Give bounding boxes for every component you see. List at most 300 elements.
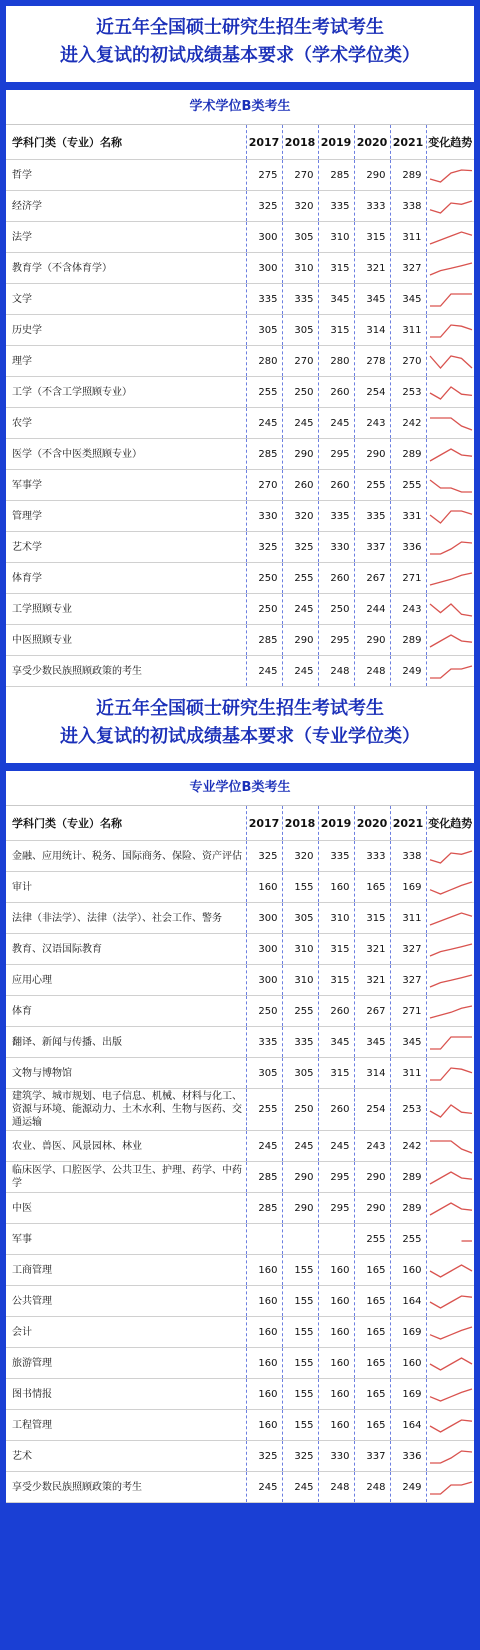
row-name: 文物与博物馆 [6, 1058, 246, 1089]
table-row [6, 160, 474, 191]
table-row [6, 996, 474, 1027]
table-row [6, 563, 474, 594]
score-cell: 289 [390, 625, 426, 656]
table-row [6, 284, 474, 315]
trend-cell [426, 408, 474, 439]
table-row [6, 1027, 474, 1058]
trend-line [430, 1068, 472, 1080]
score-cell: 245 [318, 408, 354, 439]
row-name: 哲学 [6, 160, 246, 191]
row-name: 文学 [6, 284, 246, 315]
score-cell: 289 [390, 160, 426, 191]
score-cell: 315 [318, 315, 354, 346]
header-trend: 变化趋势 [426, 125, 474, 160]
score-cell: 160 [318, 1348, 354, 1379]
score-cell: 160 [246, 1348, 282, 1379]
score-cell: 160 [246, 1255, 282, 1286]
score-cell: 165 [354, 872, 390, 903]
trend-sparkline [427, 908, 475, 928]
score-cell: 335 [246, 1027, 282, 1058]
score-cell: 245 [246, 1131, 282, 1162]
score-cell: 169 [390, 1317, 426, 1348]
trend-cell [426, 1410, 474, 1441]
trend-sparkline [427, 444, 475, 464]
score-cell: 315 [318, 253, 354, 284]
trend-cell [426, 315, 474, 346]
trend-sparkline [427, 1291, 475, 1311]
trend-sparkline [427, 970, 475, 990]
score-cell: 160 [246, 1379, 282, 1410]
row-name: 农学 [6, 408, 246, 439]
score-cell: 243 [354, 1131, 390, 1162]
academic-title-line-1: 近五年全国硕士研究生招生考试考生 [96, 17, 384, 38]
table-row [6, 1162, 474, 1193]
score-cell: 345 [390, 1027, 426, 1058]
score-cell: 290 [354, 160, 390, 191]
table-row [6, 1058, 474, 1089]
trend-line [430, 851, 472, 863]
score-cell: 160 [390, 1348, 426, 1379]
score-cell: 295 [318, 1162, 354, 1193]
trend-sparkline [427, 1384, 475, 1404]
professional-sheet [6, 687, 474, 1503]
score-cell [318, 1224, 354, 1255]
score-cell: 248 [354, 1472, 390, 1503]
table-row [6, 408, 474, 439]
trend-cell [426, 1193, 474, 1224]
trend-line [430, 480, 472, 492]
table-row [6, 1286, 474, 1317]
trend-sparkline [427, 1353, 475, 1373]
trend-sparkline [427, 320, 475, 340]
row-name: 工程管理 [6, 1410, 246, 1441]
row-name: 教育、汉语国际教育 [6, 934, 246, 965]
score-cell: 338 [390, 841, 426, 872]
trend-cell [426, 1224, 474, 1255]
score-cell: 254 [354, 1089, 390, 1131]
trend-cell [426, 253, 474, 284]
trend-sparkline [427, 475, 475, 495]
score-cell: 160 [390, 1255, 426, 1286]
score-cell: 248 [318, 656, 354, 687]
row-name: 审计 [6, 872, 246, 903]
score-cell [282, 1224, 318, 1255]
trend-sparkline [427, 1167, 475, 1187]
score-cell: 336 [390, 532, 426, 563]
row-name: 管理学 [6, 501, 246, 532]
row-name: 教育学（不含体育学） [6, 253, 246, 284]
trend-sparkline [427, 413, 475, 433]
trend-line [430, 1265, 472, 1277]
score-cell: 285 [246, 439, 282, 470]
trend-cell [426, 903, 474, 934]
score-cell: 249 [390, 656, 426, 687]
score-cell: 338 [390, 191, 426, 222]
row-name: 会计 [6, 1317, 246, 1348]
score-cell: 333 [354, 841, 390, 872]
score-cell: 321 [354, 253, 390, 284]
trend-cell [426, 965, 474, 996]
score-cell: 260 [318, 563, 354, 594]
score-cell: 160 [318, 1286, 354, 1317]
trend-sparkline [427, 289, 475, 309]
score-cell: 255 [390, 470, 426, 501]
score-cell: 315 [318, 1058, 354, 1089]
score-cell: 255 [246, 377, 282, 408]
row-name: 艺术学 [6, 532, 246, 563]
trend-cell [426, 532, 474, 563]
trend-line [430, 1451, 472, 1463]
trend-line [430, 1358, 472, 1370]
score-cell: 245 [282, 1472, 318, 1503]
score-cell: 160 [318, 1410, 354, 1441]
score-cell: 242 [390, 1131, 426, 1162]
score-cell: 335 [318, 501, 354, 532]
score-cell: 165 [354, 1255, 390, 1286]
score-cell: 336 [390, 1441, 426, 1472]
row-name: 历史学 [6, 315, 246, 346]
score-cell: 245 [246, 1472, 282, 1503]
score-cell: 290 [282, 1162, 318, 1193]
score-cell: 315 [318, 934, 354, 965]
trend-sparkline [427, 1001, 475, 1021]
table-row [6, 1410, 474, 1441]
score-cell: 295 [318, 1193, 354, 1224]
score-cell: 295 [318, 625, 354, 656]
score-cell: 255 [354, 470, 390, 501]
score-cell: 169 [390, 1379, 426, 1410]
score-cell: 300 [246, 222, 282, 253]
score-cell: 337 [354, 532, 390, 563]
score-cell: 305 [246, 315, 282, 346]
score-cell: 310 [282, 934, 318, 965]
score-cell: 325 [282, 532, 318, 563]
score-cell: 169 [390, 872, 426, 903]
score-cell: 321 [354, 965, 390, 996]
trend-sparkline [427, 877, 475, 897]
header-2018: 2018 [282, 125, 318, 160]
trend-sparkline [427, 1229, 475, 1249]
academic-table-body [6, 160, 474, 687]
trend-line [430, 1105, 472, 1117]
academic-band [6, 82, 474, 90]
trend-line [430, 263, 472, 275]
row-name: 艺术 [6, 1441, 246, 1472]
trend-cell [426, 1162, 474, 1193]
table-row [6, 1441, 474, 1472]
score-cell: 250 [282, 377, 318, 408]
professional-title-line-1: 近五年全国硕士研究生招生考试考生 [96, 698, 384, 719]
score-cell: 290 [354, 1193, 390, 1224]
score-cell: 300 [246, 934, 282, 965]
score-cell: 267 [354, 996, 390, 1027]
score-cell: 290 [354, 625, 390, 656]
academic-subtitle: 学术学位B类考生 [6, 90, 474, 125]
table-row [6, 346, 474, 377]
trend-cell [426, 346, 474, 377]
header-name: 学科门类（专业）名称 [6, 125, 246, 160]
trend-sparkline [427, 1322, 475, 1342]
score-cell: 290 [354, 439, 390, 470]
score-cell: 155 [282, 1379, 318, 1410]
score-cell: 345 [390, 284, 426, 315]
score-cell: 271 [390, 996, 426, 1027]
score-cell: 165 [354, 1348, 390, 1379]
table-row [6, 1224, 474, 1255]
score-cell: 331 [390, 501, 426, 532]
row-name: 旅游管理 [6, 1348, 246, 1379]
trend-sparkline [427, 227, 475, 247]
academic-table [6, 125, 474, 687]
row-name: 临床医学、口腔医学、公共卫生、护理、药学、中药学 [6, 1162, 246, 1193]
row-name: 军事学 [6, 470, 246, 501]
trend-sparkline [427, 846, 475, 866]
score-cell: 314 [354, 1058, 390, 1089]
score-cell: 320 [282, 191, 318, 222]
score-cell: 160 [318, 1317, 354, 1348]
trend-cell [426, 563, 474, 594]
score-cell: 325 [246, 191, 282, 222]
row-name: 医学（不含中医类照顾专业） [6, 439, 246, 470]
score-cell: 250 [246, 996, 282, 1027]
table-row [6, 1193, 474, 1224]
trend-sparkline [427, 1415, 475, 1435]
score-cell: 325 [246, 841, 282, 872]
score-cell: 165 [354, 1286, 390, 1317]
score-cell: 321 [354, 934, 390, 965]
score-cell: 155 [282, 872, 318, 903]
score-cell [246, 1224, 282, 1255]
row-name: 工学（不含工学照顾专业） [6, 377, 246, 408]
row-name: 工学照顾专业 [6, 594, 246, 625]
score-cell: 314 [354, 315, 390, 346]
trend-line [430, 944, 472, 956]
score-cell: 325 [282, 1441, 318, 1472]
score-cell: 327 [390, 253, 426, 284]
trend-line [430, 975, 472, 987]
score-cell: 250 [246, 594, 282, 625]
professional-title-line-2: 进入复试的初试成绩基本要求（专业学位类） [60, 726, 420, 747]
table-row [6, 377, 474, 408]
score-cell: 250 [318, 594, 354, 625]
score-cell: 345 [318, 284, 354, 315]
score-cell: 260 [318, 377, 354, 408]
score-cell: 245 [318, 1131, 354, 1162]
table-row [6, 222, 474, 253]
academic-header-row [6, 125, 474, 160]
row-name: 工商管理 [6, 1255, 246, 1286]
score-cell: 248 [318, 1472, 354, 1503]
trend-line [430, 1389, 472, 1401]
trend-line [430, 294, 472, 306]
table-row [6, 1255, 474, 1286]
score-cell: 335 [318, 191, 354, 222]
score-cell: 260 [318, 996, 354, 1027]
row-name: 体育 [6, 996, 246, 1027]
score-cell: 245 [282, 1131, 318, 1162]
score-cell: 320 [282, 501, 318, 532]
table-row [6, 470, 474, 501]
score-cell: 315 [318, 965, 354, 996]
trend-sparkline [427, 1063, 475, 1083]
trend-cell [426, 191, 474, 222]
trend-sparkline [427, 1260, 475, 1280]
score-cell: 245 [282, 594, 318, 625]
row-name: 翻译、新闻与传播、出版 [6, 1027, 246, 1058]
row-name: 建筑学、城市规划、电子信息、机械、材料与化工、资源与环境、能源动力、土木水利、生物与医药、交通运输 [6, 1089, 246, 1131]
table-row [6, 191, 474, 222]
trend-line [430, 511, 472, 523]
score-cell: 260 [318, 470, 354, 501]
score-cell: 335 [282, 284, 318, 315]
score-cell: 311 [390, 903, 426, 934]
score-cell: 337 [354, 1441, 390, 1472]
professional-subtitle: 专业学位B类考生 [6, 771, 474, 806]
row-name: 图书情报 [6, 1379, 246, 1410]
table-row [6, 903, 474, 934]
row-name: 应用心理 [6, 965, 246, 996]
professional-title [6, 687, 474, 763]
trend-sparkline [427, 1100, 475, 1120]
trend-cell [426, 996, 474, 1027]
trend-line [430, 1172, 472, 1184]
score-cell: 325 [246, 1441, 282, 1472]
score-cell: 260 [282, 470, 318, 501]
trend-cell [426, 160, 474, 191]
score-cell: 310 [282, 253, 318, 284]
score-cell: 160 [318, 872, 354, 903]
score-cell: 160 [246, 1317, 282, 1348]
score-cell: 248 [354, 656, 390, 687]
trend-line [430, 635, 472, 647]
trend-sparkline [427, 1198, 475, 1218]
score-cell: 290 [282, 625, 318, 656]
row-name: 理学 [6, 346, 246, 377]
score-cell: 285 [246, 1193, 282, 1224]
trend-sparkline [427, 1446, 475, 1466]
trend-line [430, 573, 472, 585]
score-cell: 289 [390, 1193, 426, 1224]
table-row [6, 625, 474, 656]
trend-line [430, 1327, 472, 1339]
academic-sheet [6, 6, 474, 687]
row-name: 公共管理 [6, 1286, 246, 1317]
table-row [6, 965, 474, 996]
score-cell: 290 [282, 1193, 318, 1224]
trend-sparkline [427, 351, 475, 371]
score-cell: 245 [282, 656, 318, 687]
trend-sparkline [427, 630, 475, 650]
row-name: 体育学 [6, 563, 246, 594]
table-row [6, 501, 474, 532]
trend-cell [426, 377, 474, 408]
table-row [6, 841, 474, 872]
trend-line [430, 542, 472, 554]
score-cell: 295 [318, 439, 354, 470]
score-cell: 160 [318, 1255, 354, 1286]
score-cell: 327 [390, 965, 426, 996]
score-cell: 164 [390, 1410, 426, 1441]
academic-title-line-2: 进入复试的初试成绩基本要求（学术学位类） [60, 45, 420, 66]
professional-band [6, 763, 474, 771]
trend-line [430, 232, 472, 244]
score-cell: 311 [390, 315, 426, 346]
table-row [6, 1472, 474, 1503]
score-cell: 245 [246, 656, 282, 687]
score-cell: 300 [246, 903, 282, 934]
trend-cell [426, 656, 474, 687]
table-row [6, 1348, 474, 1379]
trend-cell [426, 222, 474, 253]
score-cell: 315 [354, 222, 390, 253]
trend-sparkline [427, 165, 475, 185]
score-cell: 155 [282, 1286, 318, 1317]
row-name: 享受少数民族照顾政策的考生 [6, 656, 246, 687]
trend-cell [426, 470, 474, 501]
score-cell: 335 [354, 501, 390, 532]
header-trend: 变化趋势 [426, 806, 474, 841]
row-name: 军事 [6, 1224, 246, 1255]
trend-sparkline [427, 599, 475, 619]
score-cell: 335 [246, 284, 282, 315]
row-name: 经济学 [6, 191, 246, 222]
score-cell: 335 [318, 841, 354, 872]
table-row [6, 1131, 474, 1162]
score-cell: 345 [318, 1027, 354, 1058]
score-cell: 345 [354, 284, 390, 315]
score-cell: 255 [390, 1224, 426, 1255]
trend-sparkline [427, 1136, 475, 1156]
score-cell: 260 [318, 1089, 354, 1131]
score-cell: 330 [318, 532, 354, 563]
score-cell: 325 [246, 532, 282, 563]
trend-sparkline [427, 382, 475, 402]
trend-line [430, 666, 472, 678]
score-cell: 270 [390, 346, 426, 377]
trend-line [430, 1203, 472, 1215]
score-cell: 320 [282, 841, 318, 872]
trend-cell [426, 872, 474, 903]
score-cell: 253 [390, 377, 426, 408]
score-cell: 310 [318, 222, 354, 253]
trend-sparkline [427, 537, 475, 557]
trend-cell [426, 934, 474, 965]
score-cell: 310 [282, 965, 318, 996]
table-row [6, 532, 474, 563]
score-cell: 270 [246, 470, 282, 501]
trend-cell [426, 439, 474, 470]
table-row [6, 1379, 474, 1410]
professional-header-row [6, 806, 474, 841]
score-cell: 165 [354, 1379, 390, 1410]
trend-line [430, 1006, 472, 1018]
trend-line [430, 604, 472, 616]
trend-cell [426, 1379, 474, 1410]
header-2018: 2018 [282, 806, 318, 841]
score-cell: 335 [282, 1027, 318, 1058]
score-cell: 305 [282, 222, 318, 253]
row-name: 享受少数民族照顾政策的考生 [6, 1472, 246, 1503]
trend-line [430, 882, 472, 894]
trend-line [430, 1037, 472, 1049]
score-cell: 305 [282, 315, 318, 346]
trend-sparkline [427, 196, 475, 216]
trend-sparkline [427, 1032, 475, 1052]
trend-cell [426, 841, 474, 872]
row-name: 法学 [6, 222, 246, 253]
score-cell: 242 [390, 408, 426, 439]
trend-line [430, 449, 472, 461]
